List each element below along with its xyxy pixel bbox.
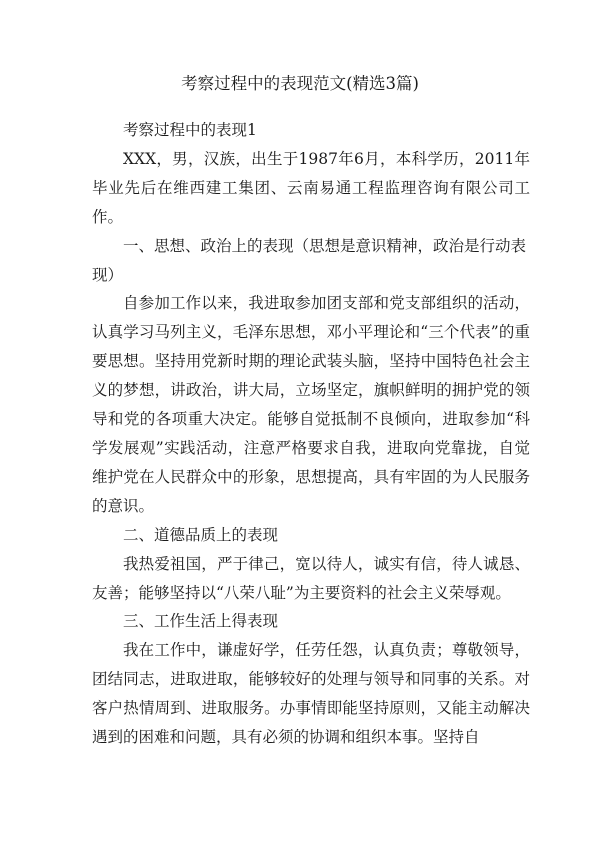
politics-paragraph: 自参加工作以来，我进取参加团支部和党支部组织的活动，认真学习马列主义，毛泽东思想，邓小平理论和“三个代表”的重要思想。坚持用党新时期的理论武装头脑，坚持中国特色社会主义的梦想，讲政治，讲大局，立场坚定，旗帜鲜明的拥护党的领导和党的各项重大决定。能够自觉抵制不良倾向，进取参加“科学发展观”实践活动，注意严格要求自我，进取向党靠拢，自觉维护党在人民群众中的形象，思想提高，具有牢固的为人民服务的意识。 [92,294,530,515]
heading-work-life: 三、工作生活上得表现 [123,612,279,631]
document-title: 考察过程中的表现范文(精选3篇) [181,74,419,93]
heading-morality: 二、道德品质上的表现 [123,525,279,544]
heading-politics: 一、思想、政治上的表现（思想是意识精神，政治是行动表现） [92,236,527,284]
intro-paragraph: XXX，男，汉族，出生于1987年6月，本科学历，2011年毕业先后在维西建工集团、云南易通工程监理咨询有限公司工作。 [92,149,530,226]
morality-paragraph: 我热爱祖国，严于律己，宽以待人，诚实有信，待人诚恳、友善；能够坚持以“八荣八耻”为主要资料的社会主义荣辱观。 [92,554,530,602]
section-title: 考察过程中的表现1 [123,121,257,139]
document-body [92,116,530,752]
work-life-paragraph: 我在工作中，谦虚好学，任劳任怨，认真负责；尊敬领导，团结同志，进取进取，能够较好的处理与领导和同事的关系。对客户热情周到、进取服务。办事情即能坚持原则，又能主动解决遇到的困难和问题，具有必须的协调和组织本事。坚持自 [92,641,530,747]
